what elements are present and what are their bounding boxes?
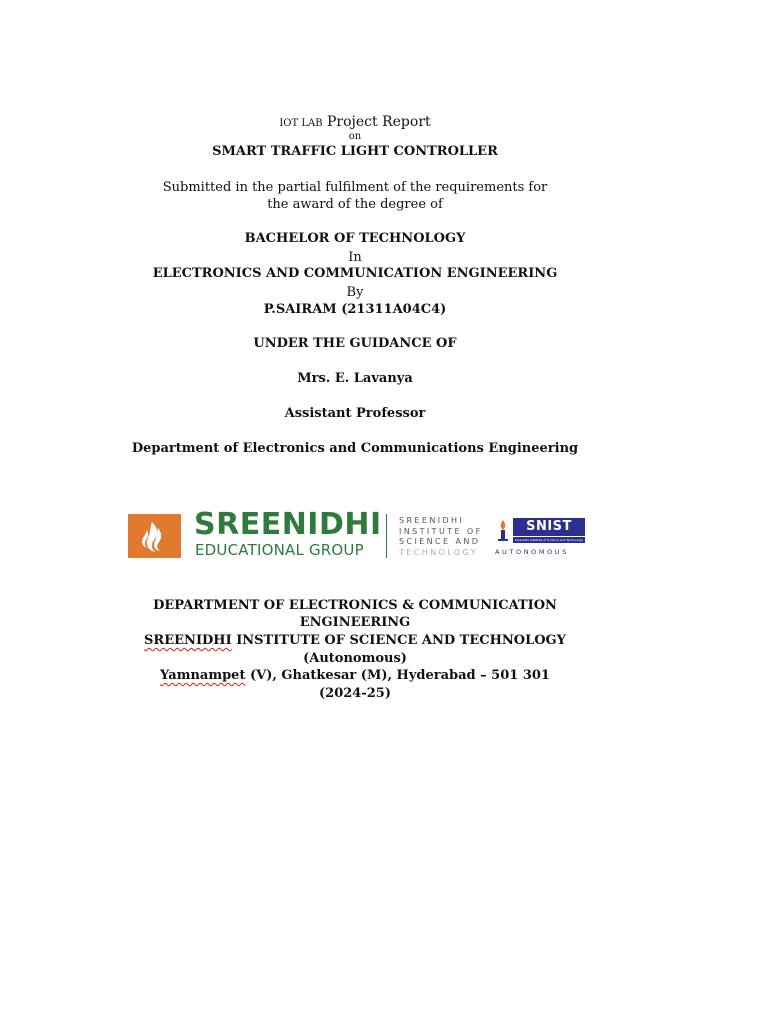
degree-name: BACHELOR OF TECHNOLOGY xyxy=(244,231,466,246)
snist-wordmark: SNIST xyxy=(513,518,585,536)
footer-year: (2024-25) xyxy=(319,686,391,701)
footer-department-line-1: DEPARTMENT OF ELECTRONICS & COMMUNICATION xyxy=(153,598,557,613)
guide-department: Department of Electronics and Communications Engineering xyxy=(131,441,579,456)
logo-brand-name: SREENIDHI xyxy=(194,507,382,542)
logo-divider xyxy=(386,514,387,558)
footer-address xyxy=(0,668,710,683)
place-name-highlight: Yamnampet xyxy=(160,668,246,683)
logo-group-name: EDUCATIONAL GROUP xyxy=(195,541,364,559)
by-label: By xyxy=(346,285,364,300)
report-type: Project Report xyxy=(327,114,431,130)
torch-emblem-icon xyxy=(495,518,511,542)
institute-name-block xyxy=(399,516,483,558)
branch-name: ELECTRONICS AND COMMUNICATION ENGINEERING xyxy=(152,266,558,281)
in-label: In xyxy=(348,250,362,265)
project-title: SMART TRAFFIC LIGHT CONTROLLER xyxy=(212,144,498,159)
institute-name-rest: INSTITUTE OF SCIENCE AND TECHNOLOGY xyxy=(231,633,566,648)
on-label: on xyxy=(348,131,362,142)
snist-tagline: Sreenidhi Institute of Science and Technology xyxy=(514,538,584,542)
inst-line-4: TECHNOLOGY xyxy=(399,547,478,557)
snist-autonomous: AUTONOMOUS xyxy=(495,548,569,556)
footer-department-line-2: ENGINEERING xyxy=(299,615,411,630)
submission-line-2: the award of the degree of xyxy=(267,197,443,212)
lab-name: IOT LAB xyxy=(279,118,323,129)
inst-line-2: INSTITUTE OF xyxy=(399,526,483,536)
institution-logo-banner xyxy=(128,507,588,562)
report-title-line xyxy=(0,114,710,130)
flame-emblem-icon xyxy=(128,514,181,558)
submission-line-1: Submitted in the partial fulfilment of the requirements for xyxy=(162,180,548,195)
inst-line-1: SREENIDHI xyxy=(399,516,465,525)
address-rest: (V), Ghatkesar (M), Hyderabad – 501 301 xyxy=(245,668,550,683)
guidance-heading: UNDER THE GUIDANCE OF xyxy=(253,336,457,351)
snist-logo xyxy=(495,516,585,554)
guide-name: Mrs. E. Lavanya xyxy=(297,371,413,386)
institute-name-highlight: SREENIDHI xyxy=(144,633,232,648)
footer-autonomous: (Autonomous) xyxy=(303,651,407,666)
footer-institute xyxy=(0,633,710,648)
guide-designation: Assistant Professor xyxy=(284,406,426,421)
student-name: P.SAIRAM (21311A04C4) xyxy=(263,302,447,317)
inst-line-3: SCIENCE AND xyxy=(399,537,481,546)
